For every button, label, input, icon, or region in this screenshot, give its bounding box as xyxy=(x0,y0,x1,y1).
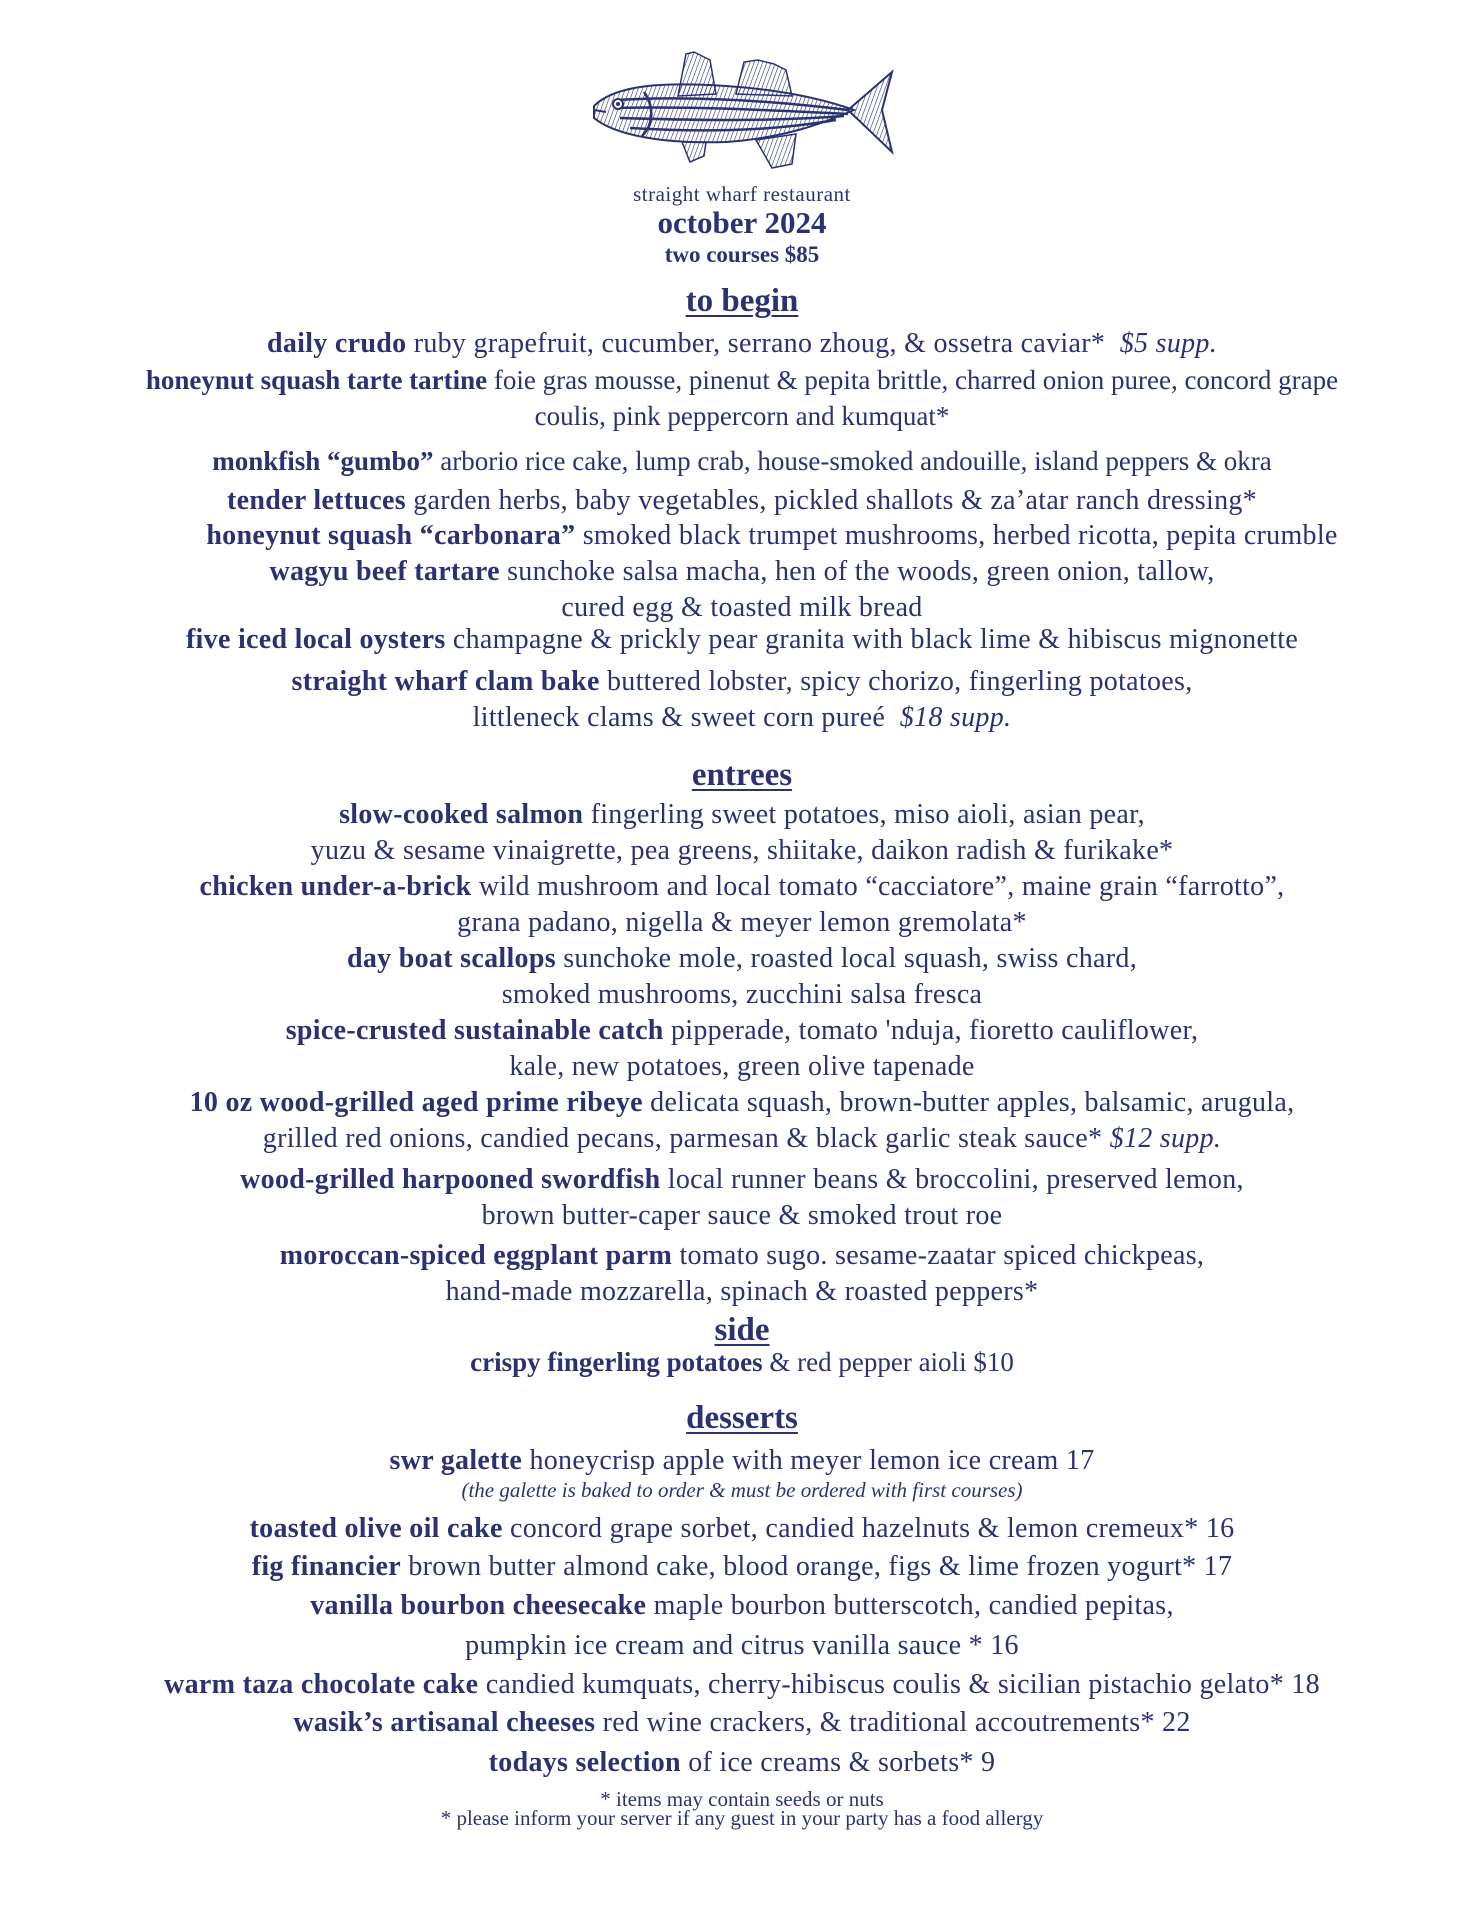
item-description: sunchoke mole, roasted local squash, swiss chard, xyxy=(555,943,1138,974)
item-description: local runner beans & broccolini, preserved lemon, xyxy=(660,1164,1244,1195)
item-description: wild mushroom and local tomato “cacciatore”, maine grain “farrotto”, xyxy=(471,871,1285,902)
item-description: buttered lobster, spicy chorizo, fingerling potatoes, xyxy=(599,666,1193,697)
item-name: spice-crusted sustainable catch xyxy=(285,1015,664,1046)
menu-item xyxy=(40,1085,1444,1157)
item-name: wasik’s artisanal cheeses xyxy=(293,1707,596,1738)
item-description-continued: smoked mushrooms, zucchini salsa fresca xyxy=(501,979,983,1010)
menu-header xyxy=(0,182,1484,270)
item-name: chicken under-a-brick xyxy=(199,871,472,902)
item-description-continued: yuzu & sesame vinaigrette, pea greens, shiitake, daikon radish & furikake* xyxy=(310,835,1174,866)
menu-item xyxy=(40,622,1444,658)
item-description: smoked black trumpet mushrooms, herbed ricotta, pepita crumble xyxy=(575,520,1338,551)
item-description: red wine crackers, & traditional accoutrements* 22 xyxy=(595,1707,1191,1738)
item-description: ruby grapefruit, cucumber, serrano zhoug, & ossetra caviar* xyxy=(406,328,1106,359)
menu-item xyxy=(40,1745,1444,1781)
menu-item xyxy=(40,797,1444,869)
item-name: daily crudo xyxy=(266,328,407,359)
item-description: pipperade, tomato 'nduja, fioretto cauliflower, xyxy=(663,1015,1199,1046)
item-description-continued: grana padano, nigella & meyer lemon gremolata* xyxy=(457,907,1027,938)
item-name: fig financier xyxy=(251,1551,402,1582)
item-name: slow-cooked salmon xyxy=(339,799,584,830)
menu-item xyxy=(40,941,1444,1013)
item-description: tomato sugo. sesame-zaatar spiced chickpeas, xyxy=(672,1240,1205,1271)
prix-fixe-price: two courses $85 xyxy=(664,242,820,267)
item-description: of ice creams & sorbets* 9 xyxy=(680,1747,996,1778)
item-name: wood-grilled harpooned swordfish xyxy=(240,1164,661,1195)
item-description: foie gras mousse, pinenut & pepita brittle, charred onion puree, concord grape xyxy=(487,365,1339,395)
item-name: 10 oz wood-grilled aged prime ribeye xyxy=(189,1087,643,1118)
menu-item xyxy=(40,483,1444,519)
item-name: toasted olive oil cake xyxy=(249,1513,503,1544)
menu-item xyxy=(40,1667,1444,1703)
menu-item xyxy=(40,1013,1444,1085)
supplement-price: $18 supp. xyxy=(899,702,1012,733)
item-name: honeynut squash “carbonara” xyxy=(206,520,576,551)
section-title-entrees: entrees xyxy=(691,757,793,793)
item-name: swr galette xyxy=(389,1445,523,1476)
menu-item xyxy=(40,1705,1444,1741)
item-description-continued: brown butter-caper sauce & smoked trout roe xyxy=(481,1200,1003,1231)
menu-item xyxy=(40,443,1444,479)
menu-item xyxy=(40,869,1444,941)
item-name: tender lettuces xyxy=(227,485,406,516)
allergy-footer xyxy=(0,1787,1484,1830)
section-title-to-begin: to begin xyxy=(685,283,799,319)
menu-item xyxy=(40,664,1444,736)
item-name: day boat scallops xyxy=(346,943,556,974)
item-description-continued: cured egg & toasted milk bread xyxy=(561,592,923,623)
menu-month: october 2024 xyxy=(657,205,827,240)
supplement-price: $5 supp. xyxy=(1119,328,1218,359)
item-description-continued: hand-made mozzarella, spinach & roasted peppers* xyxy=(445,1276,1039,1307)
item-description: honeycrisp apple with meyer lemon ice cream 17 xyxy=(522,1445,1095,1476)
item-description-continued: grilled red onions, candied pecans, parmesan & black garlic steak sauce* xyxy=(262,1123,1103,1154)
item-name: todays selection xyxy=(488,1747,681,1778)
item-description: delicata squash, brown-butter apples, balsamic, arugula, xyxy=(642,1087,1295,1118)
item-description: concord grape sorbet, candied hazelnuts & lemon cremeux* 16 xyxy=(502,1513,1235,1544)
item-description: sunchoke salsa macha, hen of the woods, green onion, tallow, xyxy=(499,556,1215,587)
menu-item xyxy=(100,518,1444,554)
food-allergy-note: * please inform your server if any guest in your party has a food allergy xyxy=(440,1806,1044,1830)
menu-item xyxy=(40,1549,1444,1585)
item-description-continued: kale, new potatoes, green olive tapenade xyxy=(509,1051,975,1082)
item-name: five iced local oysters xyxy=(185,624,446,655)
item-description: maple bourbon butterscotch, candied pepitas, xyxy=(646,1590,1174,1621)
item-name: moroccan-spiced eggplant parm xyxy=(279,1240,673,1271)
section-title-desserts: desserts xyxy=(686,1400,798,1436)
supplement-price: $12 supp. xyxy=(1109,1123,1222,1154)
menu-item xyxy=(40,1238,1444,1310)
striped-bass-fish-icon xyxy=(586,44,898,174)
item-name: honeynut squash tarte tartine xyxy=(145,365,488,395)
menu-item xyxy=(40,362,1444,434)
galette-note: (the galette is baked to order & must be ordered with first courses) xyxy=(461,1478,1023,1502)
restaurant-name: straight wharf restaurant xyxy=(633,182,851,206)
item-name: warm taza chocolate cake xyxy=(164,1669,479,1700)
item-description: garden herbs, baby vegetables, pickled shallots & za’atar ranch dressing* xyxy=(405,485,1257,516)
item-description: brown butter almond cake, blood orange, figs & lime frozen yogurt* 17 xyxy=(401,1551,1233,1582)
menu-item xyxy=(40,1586,1444,1666)
menu-item xyxy=(40,1344,1444,1380)
item-name: straight wharf clam bake xyxy=(291,666,600,697)
menu-item xyxy=(40,1162,1444,1234)
item-name: monkfish “gumbo” xyxy=(212,446,434,476)
item-name: wagyu beef tartare xyxy=(269,556,500,587)
menu-item xyxy=(40,326,1444,362)
item-description-continued: littleneck clams & sweet corn pureé xyxy=(472,702,886,733)
item-description-continued: pumpkin ice cream and citrus vanilla sauce * 16 xyxy=(465,1630,1019,1661)
item-description: fingerling sweet potatoes, miso aioli, asian pear, xyxy=(583,799,1145,830)
menu-item xyxy=(40,554,1444,626)
menu-item xyxy=(40,1511,1444,1547)
item-description-continued: coulis, pink peppercorn and kumquat* xyxy=(534,401,950,431)
item-name: crispy fingerling potatoes xyxy=(470,1347,763,1377)
seeds-nuts-note: * items may contain seeds or nuts xyxy=(600,1787,884,1811)
section-title-side: side xyxy=(714,1312,770,1348)
item-name: vanilla bourbon cheesecake xyxy=(310,1590,647,1621)
item-description: champagne & prickly pear granita with black lime & hibiscus mignonette xyxy=(445,624,1299,655)
menu-item xyxy=(40,1443,1444,1479)
item-description: arborio rice cake, lump crab, house-smoked andouille, island peppers & okra xyxy=(433,446,1272,476)
item-description: & red pepper aioli $10 xyxy=(762,1347,1014,1377)
item-description: candied kumquats, cherry-hibiscus coulis & sicilian pistachio gelato* 18 xyxy=(478,1669,1320,1700)
